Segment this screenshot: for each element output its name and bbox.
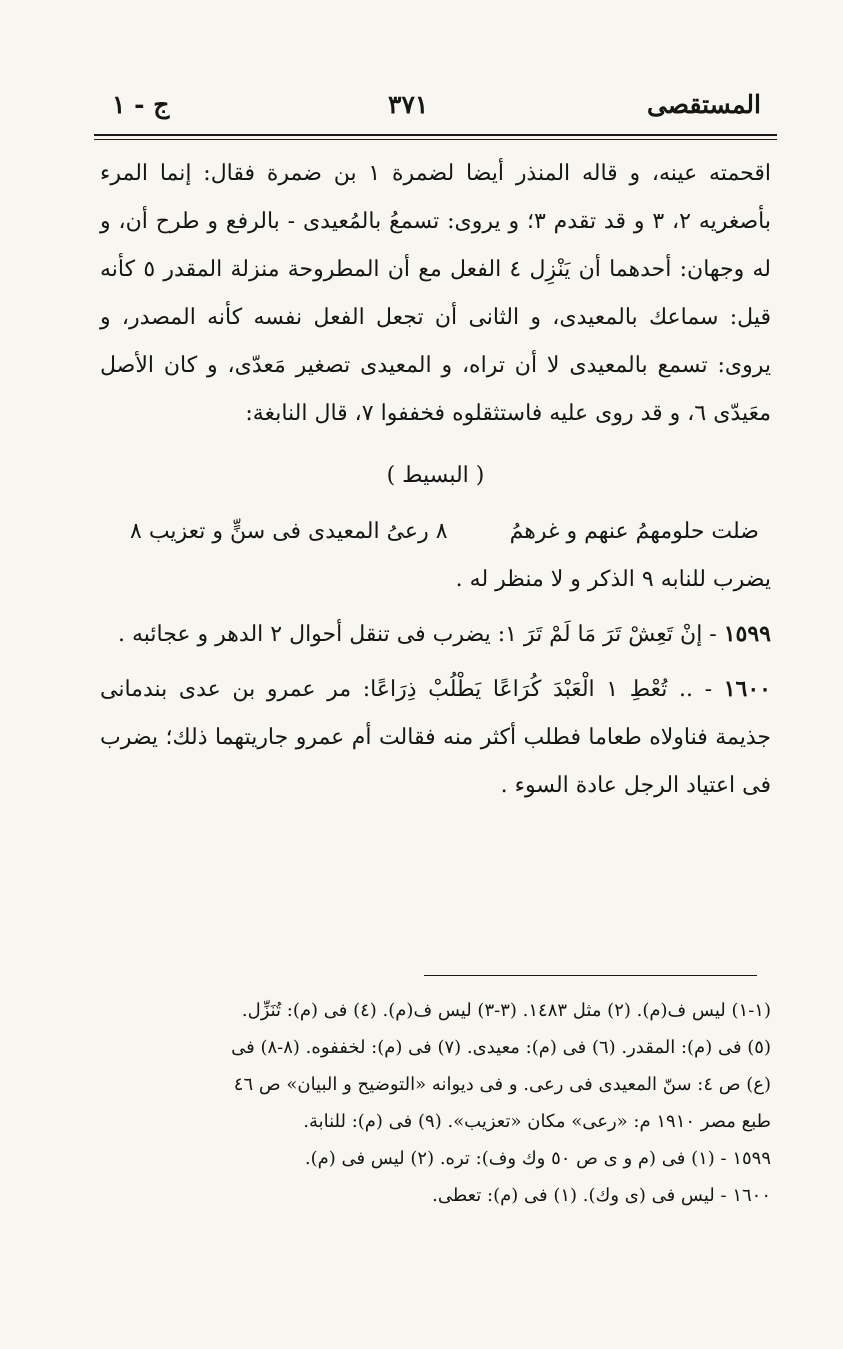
paragraph-2: يضرب للنابه ٩ الذكر و لا منظر له . xyxy=(455,567,771,592)
main-text xyxy=(100,150,771,810)
book-title: المستقصى xyxy=(646,89,761,119)
header-rule-thin xyxy=(94,139,777,140)
footnote-line: (١-١) ليس ف(م). (٢) مثل ١٤٨٣. (٣-٣) ليس ف(م). (٤) فى (م): تُنَزِّل. xyxy=(241,1000,771,1021)
verse-second-hemistich: ٨ رعىُ المعيدى فى سنٍّ و تعزيب ٨ xyxy=(130,519,448,544)
footnote-line: (٥) فى (م): المقدر. (٦) فى (م): معيدى. (٧) فى (م): لخففوه. (٨-٨) فى xyxy=(231,1037,771,1058)
entry-1599 xyxy=(100,610,771,659)
entry-number: ١٥٩٩ xyxy=(723,621,771,647)
header-rule-thick xyxy=(94,134,777,136)
footnote-line: ١٥٩٩ - (١) فى (م و ى ص ٥٠ وك وف): تره. (٢) ليس فى (م). xyxy=(304,1148,771,1169)
paragraph-1: اقحمته عينه، و قاله المنذر أيضا لضمرة ١ بن ضمرة فقال: إنما المرء بأصغريه ٢، ٣ و قد تقدم ٣؛ و يروى: تسمعُ بالمُعيدى - بالرفع و طرح أن، و له وجهان: أحدهما أن يَنْزِل ٤ الفعل مع أن المطروحة منزلة المقدر ٥ كأنه قيل: سماعك بالمعيدى، و الثانى أن تجعل الفعل نفسه كأنه المصدر، و يروى: تسمع بالمعيدى لا أن تراه، و المعيدى تصغير مَعدّى، و كان الأصل معَيدّى ٦، و قد روى عليه فاستثقلوه فخففوا ٧، قال النابغة: xyxy=(100,161,772,426)
entry-1600 xyxy=(100,665,771,810)
verse-first-hemistich: ضلت حلومهمُ عنهم و غرهمُ xyxy=(509,519,759,544)
footnote-line: (ع) ص ٤: سنّ المعيدى فى رعى. و فى ديوانه «التوضيح و البيان» ص ٤٦ xyxy=(233,1074,771,1095)
footnote-rule xyxy=(424,975,757,976)
poem-verse xyxy=(100,508,771,556)
page-header xyxy=(112,84,761,124)
volume-label: ج - ١ xyxy=(112,89,170,119)
entry-text: - إنْ تَعِشْ تَرَ مَا لَمْ تَرَ ١: يضرب فى تنقل أحوال ٢ الدهر و عجائبه . xyxy=(117,622,717,647)
footnotes xyxy=(100,992,771,1214)
page-number: ٣٧١ xyxy=(388,89,429,119)
footnote-line: ١٦٠٠ - ليس فى (ى وك). (١) فى (م): تعطى. xyxy=(432,1185,771,1206)
entry-number: ١٦٠٠ xyxy=(723,676,771,702)
footnote-line: طبع مصر ١٩١٠ م: «رعى» مكان «تعزيب». (٩) فى (م): للنابة. xyxy=(303,1111,771,1132)
entry-text: - .. تُعْطِ ١ الْعَبْدَ كُرَاعًا يَطْلُبْ ذِرَاعًا: مر عمرو بن عدى بندمانى جذيمة فناولاه طعاما فطلب أكثر منه فقالت أم عمرو جاريتهما ذلك؛ يضرب فى اعتياد الرجل عادة السوء . xyxy=(100,677,771,798)
poem-meter: ( البسيط ) xyxy=(386,463,485,488)
